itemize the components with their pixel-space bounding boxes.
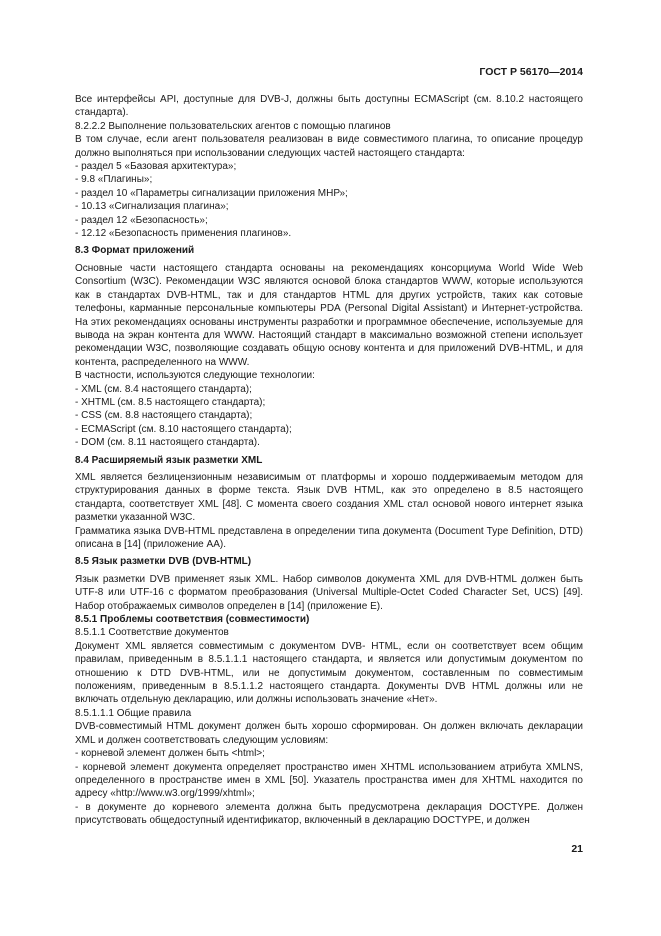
paragraph: Язык разметки DVB применяет язык XML. Набор символов документа XML для DVB-HTML должен быть UTF-8 или UTF-16 с форматом преобразования (Universal Multiple-Octet Coded Character Set, UCS) [49]. Набор отображаемых символов определен в [14] (приложение Е). [75,573,583,612]
paragraph: - 9.8 «Плагины»; [75,174,153,186]
paragraph: - 12.12 «Безопасность применения плагинов». [75,228,292,240]
document-header: ГОСТ Р 56170—2014 [479,66,583,78]
paragraph: - раздел 10 «Параметры сигнализации приложения МНР»; [75,187,348,199]
paragraph: - ECMAScript (см. 8.10 настоящего стандарта); [75,423,292,435]
paragraph: - XML (см. 8.4 настоящего стандарта); [75,383,252,395]
paragraph: XML является безлицензионным независимым от платформы и хорошо поддерживаемым методом для структурирования данных в форме текста. Язык DVB HTML, как это определено в 8.5 настоящего стандарта, соответствует XML [48]. С момента своего создания XML стал основой нового интернет языка разметки указанной W3C. [75,471,583,524]
paragraph: Основные части настоящего стандарта основаны на рекомендациях консорциума World Wide Web Consortium (W3C). Рекомендации W3C являются основой блока стандартов WWW, которые используются как в стандартах DVB-HTML, так и для стандартов HTML для других устройств, таких как сотовые телефоны, карманные персональные компьютеры PDA (Personal Digital Assistant) и Интернет-устройства. На этих рекомендациях основаны инструменты разработки и программное обеспечение, используемые для вывода на экран контента для WWW. Настоящий стандарт в максимально возможной степени использует рекомендации W3C, позволяющие создавать общую основу контента и для приложений DVB-HTML, и для контента, распределенного на WWW. [75,262,583,368]
paragraph: - в документе до корневого элемента должна быть предусмотрена декларация DOCTYPE. Должен присутствовать общедоступный идентификатор, включенный в декларацию DOCTYPE, и должен [75,801,583,827]
page-number: 21 [571,843,583,855]
paragraph: 8.5.1.1.1 Общие правила [75,707,192,719]
paragraph: В том случае, если агент пользователя реализован в виде совместимого плагина, то описание процедур должно выполняться при использовании следующих частей настоящего стандарта: [75,134,583,159]
paragraph: Все интерфейсы API, доступные для DVB-J, должны быть доступны ECMAScript (см. 8.10.2 настоящего стандарта). [75,94,583,119]
page-body [75,93,583,828]
section-heading: 8.5 Язык разметки DVB (DVB-HTML) [75,556,252,568]
paragraph: - раздел 12 «Безопасность»; [75,214,208,226]
section-heading: 8.4 Расширяемый язык разметки XML [75,454,263,466]
section-heading: 8.5.1 Проблемы соответствия (совместимости) [75,614,310,626]
paragraph: - корневой элемент должен быть <html>; [75,748,265,760]
paragraph: В частности, используются следующие технологии: [75,370,315,382]
paragraph: Документ XML является совместимым с документом DVB- HTML, если он соответствует всем общим правилам, приведенным в 8.5.1.1.1 настоящего стандарта, и является или допустимым документом по отношению к DTD DVB-HTML, или не допустимым документом, составленным по совместимым положениям, приведенным в 8.5.1.1.2 настоящего стандарта. Документы DVB HTML должны или не включать отдельную декларацию, или должны использовать значение «Нет». [75,640,583,706]
paragraph: Грамматика языка DVB-HTML представлена в определении типа документа (Document Type Definition, DTD) описана в [14] (приложение АА). [75,525,583,550]
paragraph: - DOM (см. 8.11 настоящего стандарта). [75,437,260,449]
paragraph: 8.2.2.2 Выполнение пользовательских агентов с помощью плагинов [75,120,391,132]
paragraph: DVB-совместимый HTML документ должен быть хорошо сформирован. Он должен включать декларации XML и должен соответствовать следующим условиям: [75,721,583,746]
section-heading: 8.3 Формат приложений [75,245,195,257]
paragraph: 8.5.1.1 Соответствие документов [75,627,229,639]
paragraph: - корневой элемент документа определяет пространство имен XHTML использованием атрибута XMLNS, определенного в пространстве имен в XML [50]. Указатель пространства имен для XHTML находится по адресу «http://www.w3.org/1999/xhtml»; [75,761,583,800]
paragraph: - раздел 5 «Базовая архитектура»; [75,161,237,173]
paragraph: - XHTML (см. 8.5 настоящего стандарта); [75,396,266,408]
paragraph: - CSS (см. 8.8 настоящего стандарта); [75,410,253,422]
paragraph: - 10.13 «Сигнализация плагина»; [75,201,229,213]
